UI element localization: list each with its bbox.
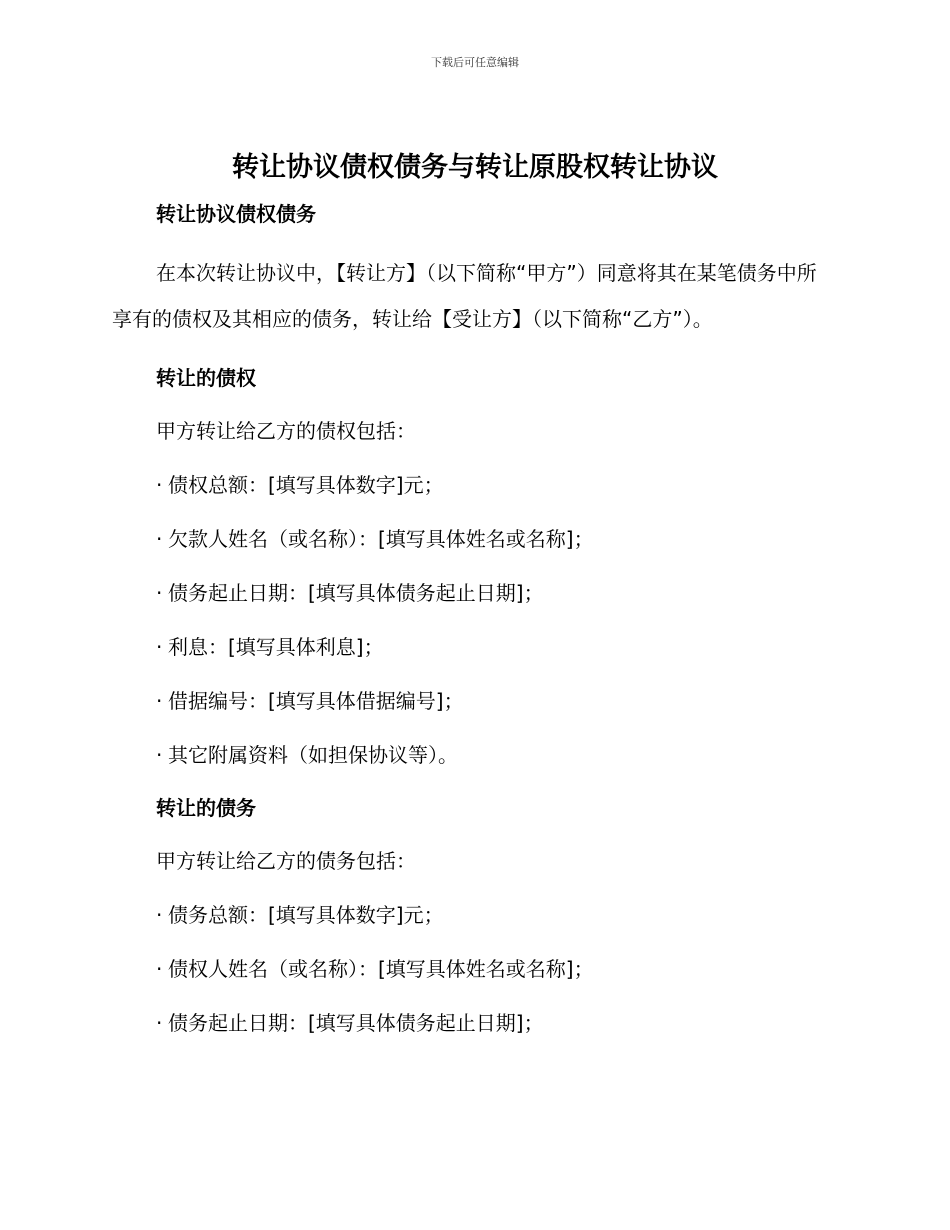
bullet: · bbox=[156, 581, 163, 605]
document-title: 转让协议债权债务与转让原股权转让协议 bbox=[232, 152, 718, 183]
bullet: · bbox=[156, 1011, 163, 1035]
section-heading-claims: 转让的债权 bbox=[156, 366, 256, 390]
list-item bbox=[112, 728, 834, 782]
section-heading-intro: 转让协议债权债务 bbox=[156, 202, 316, 226]
bullet: · bbox=[156, 903, 163, 927]
list-item bbox=[112, 942, 834, 996]
list-item-text: 欠款人姓名（或名称）：[填写具体姓名或名称]； bbox=[168, 527, 594, 551]
debts-lead: 甲方转让给乙方的债务包括： bbox=[156, 849, 416, 873]
list-item-text: 债权人姓名（或名称）：[填写具体姓名或名称]； bbox=[168, 957, 594, 981]
header-note: 下载后可任意编辑 bbox=[431, 56, 519, 69]
list-item bbox=[112, 620, 834, 674]
list-item-text: 债务起止日期：[填写具体债务起止日期]； bbox=[168, 581, 544, 605]
list-item bbox=[112, 566, 834, 620]
list-item-text: 其它附属资料（如担保协议等）。 bbox=[168, 743, 458, 767]
bullet: · bbox=[156, 689, 163, 713]
list-item-text: 利息：[填写具体利息]； bbox=[168, 635, 384, 659]
list-item-text: 借据编号：[填写具体借据编号]； bbox=[168, 689, 464, 713]
document-body bbox=[112, 196, 834, 1050]
list-item bbox=[112, 674, 834, 728]
bullet: · bbox=[156, 527, 163, 551]
bullet: · bbox=[156, 957, 163, 981]
list-item-text: 债务起止日期：[填写具体债务起止日期]； bbox=[168, 1011, 544, 1035]
bullet: · bbox=[156, 473, 163, 497]
list-item bbox=[112, 996, 834, 1050]
bullet: · bbox=[156, 743, 163, 767]
claims-lead: 甲方转让给乙方的债权包括： bbox=[156, 419, 416, 443]
list-item-text: 债务总额：[填写具体数字]元； bbox=[168, 903, 444, 927]
list-item-text: 债权总额：[填写具体数字]元； bbox=[168, 473, 444, 497]
list-item bbox=[112, 512, 834, 566]
list-item bbox=[112, 888, 834, 942]
section-heading-debts: 转让的债务 bbox=[156, 796, 256, 820]
bullet: · bbox=[156, 635, 163, 659]
intro-paragraph: 在本次转让协议中，【转让方】（以下简称“甲方”）同意将其在某笔债务中所享有的债权及其相应的债务，转让给【受让方】（以下简称“乙方”）。 bbox=[112, 261, 817, 331]
list-item bbox=[112, 458, 834, 512]
